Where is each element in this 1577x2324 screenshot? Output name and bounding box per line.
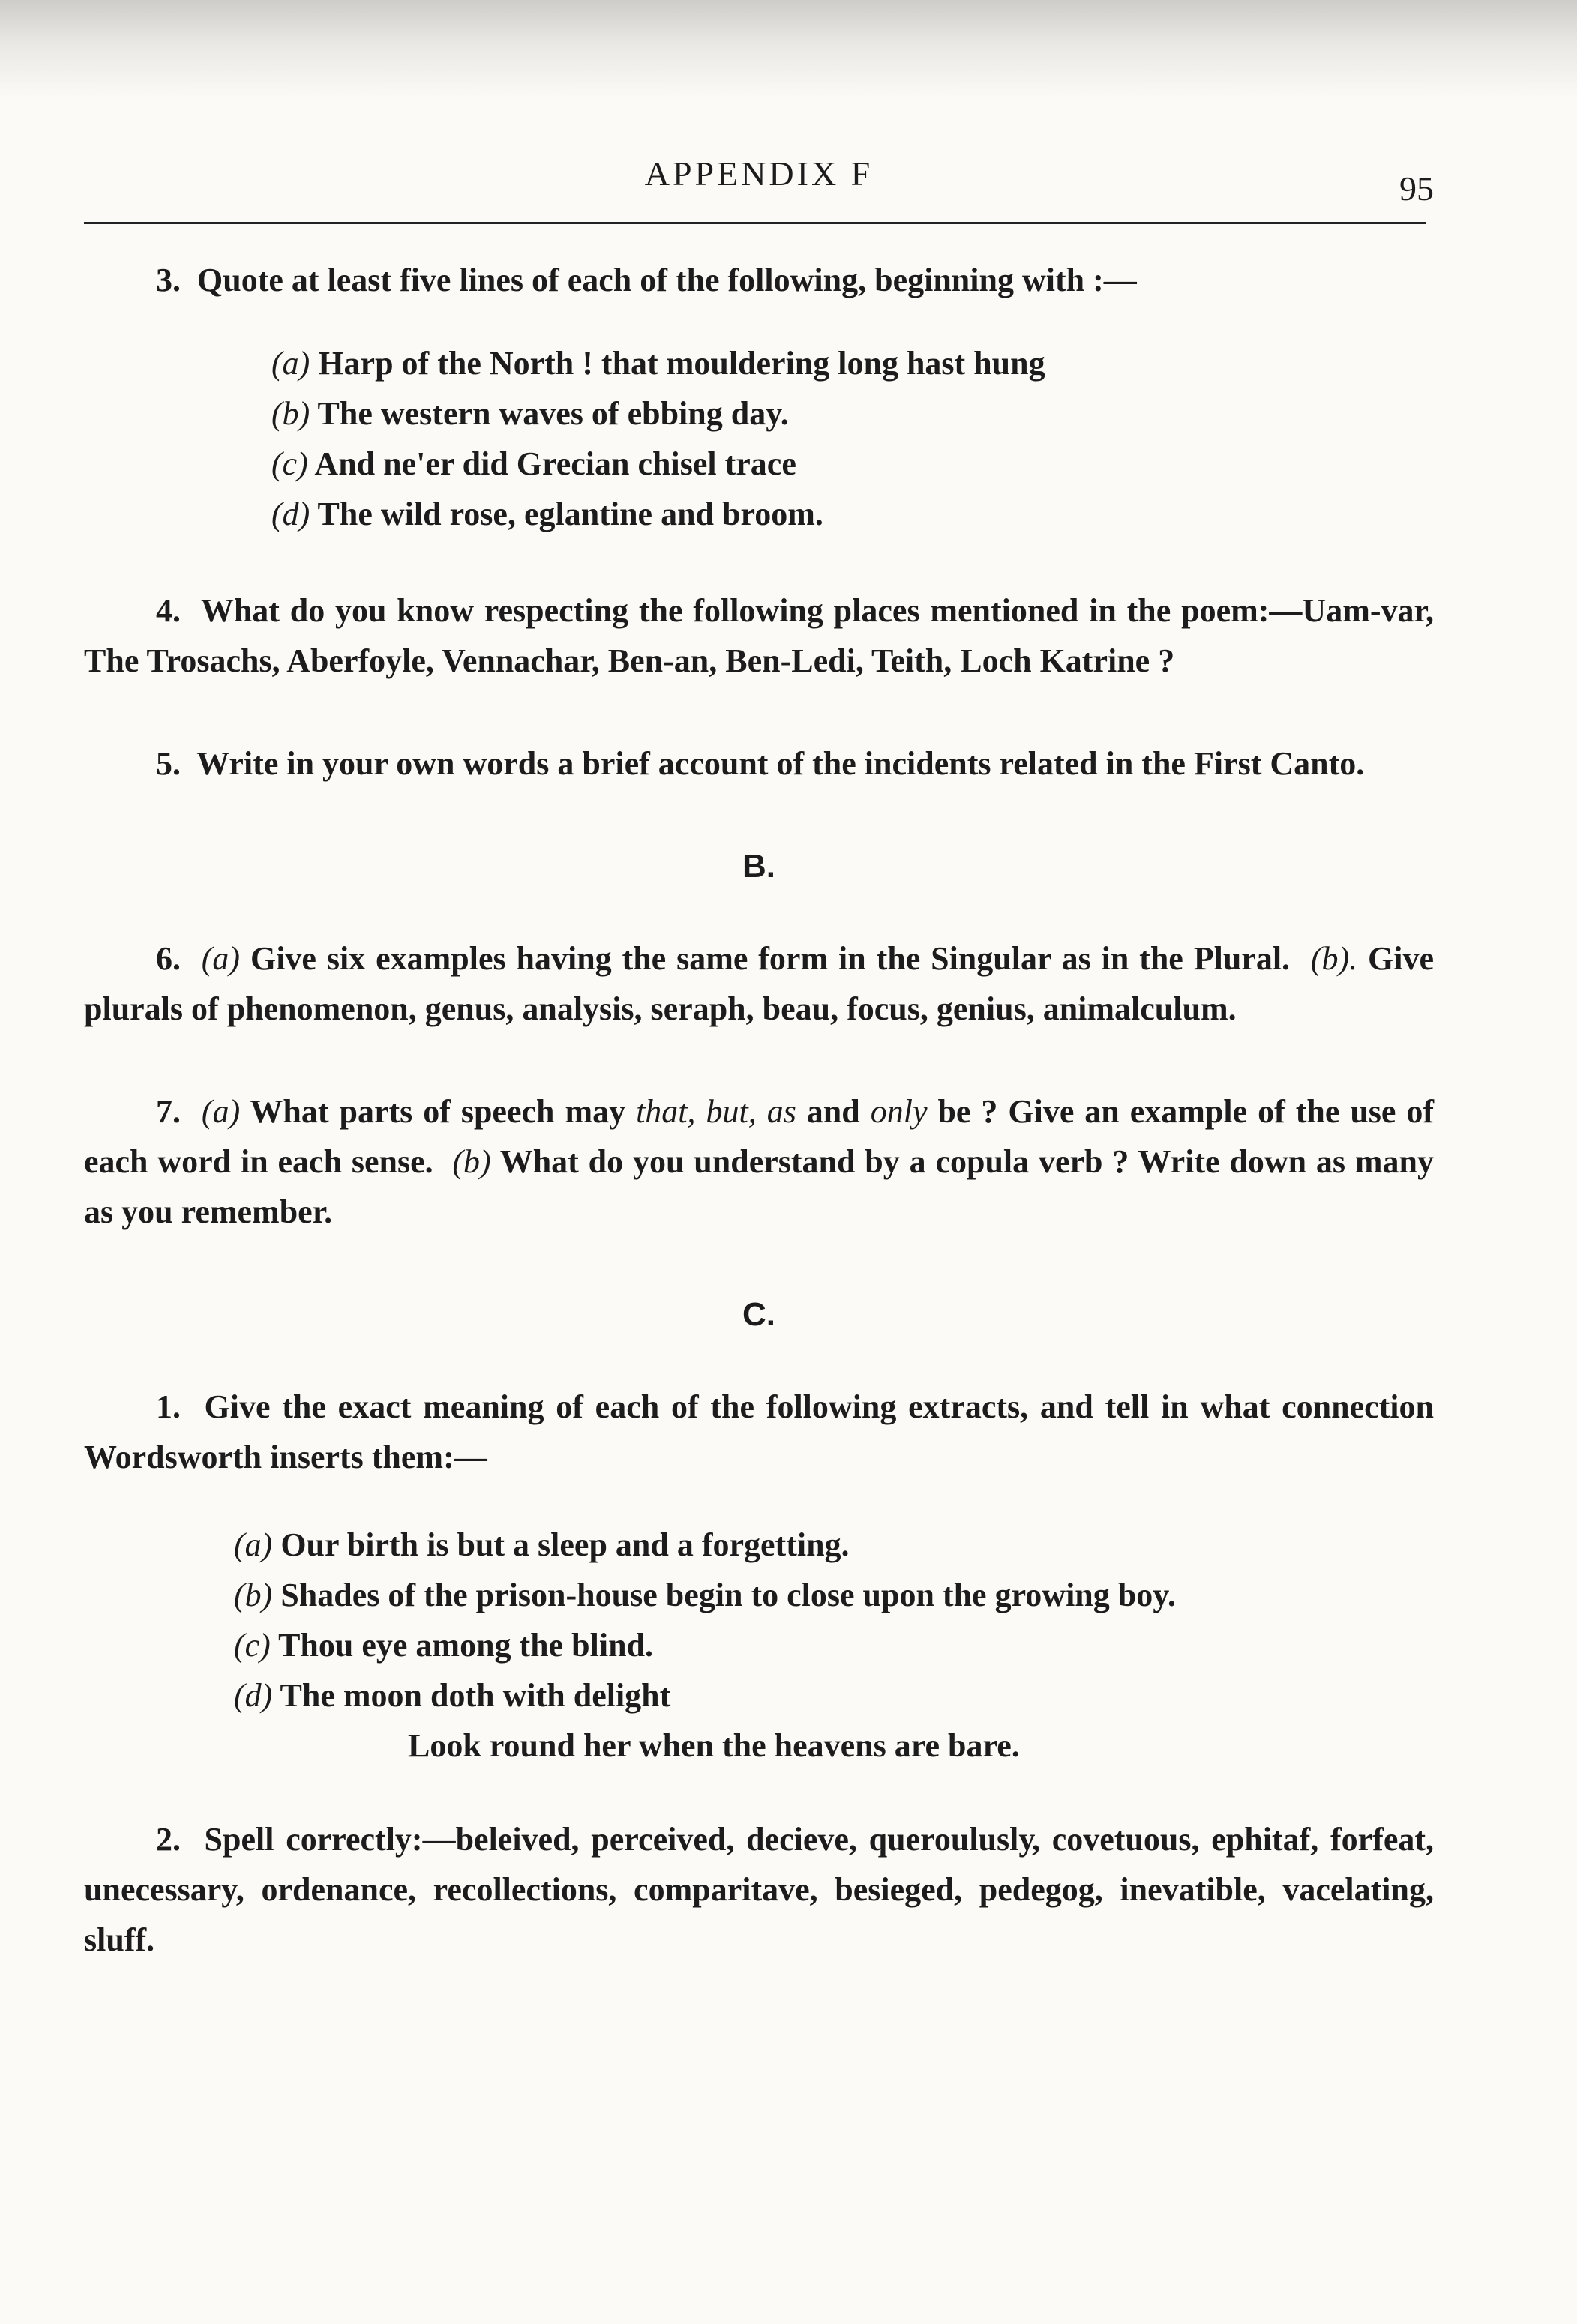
list-item bbox=[234, 1620, 1434, 1670]
list-item bbox=[271, 388, 1434, 439]
running-head: APPENDIX F bbox=[644, 154, 874, 193]
list-item bbox=[234, 1570, 1434, 1620]
question-text: Write in your own words a brief account of the incidents related in the First Canto. bbox=[196, 745, 1365, 782]
part-label: (a) bbox=[201, 940, 241, 977]
question-text: What do you know respecting the following places mentioned in the poem:—Uam-var, The Trosachs, Aberfoyle, Vennachar, Ben-an, Ben-Ledi, Teith, Loch Katrine ? bbox=[84, 592, 1434, 679]
item-text: And ne'er did Grecian chisel trace bbox=[314, 445, 796, 482]
question-number: 5. bbox=[156, 745, 181, 782]
item-text: Shades of the prison-house begin to close upon the growing boy. bbox=[280, 1577, 1176, 1613]
item-label: (d) bbox=[234, 1677, 273, 1714]
italic-word: only bbox=[870, 1093, 928, 1130]
item-label: (b) bbox=[234, 1577, 273, 1613]
question-number: 7. bbox=[156, 1093, 181, 1130]
list-item bbox=[234, 1520, 1434, 1570]
question-number: 2. bbox=[156, 1821, 181, 1858]
question-c1 bbox=[84, 1382, 1434, 1482]
item-text: Our birth is but a sleep and a forgetting. bbox=[280, 1526, 850, 1563]
header-rule bbox=[84, 222, 1426, 224]
part-label: (a) bbox=[201, 1093, 241, 1130]
quote-list bbox=[84, 338, 1434, 539]
item-label: (c) bbox=[271, 445, 308, 482]
question-text: Give the exact meaning of each of the following extracts, and tell in what connection Wordsworth inserts them:— bbox=[84, 1388, 1435, 1475]
question-3 bbox=[84, 255, 1434, 305]
question-number: 1. bbox=[156, 1388, 181, 1425]
question-5 bbox=[84, 738, 1434, 789]
list-item-continuation: Look round her when the heavens are bare. bbox=[408, 1727, 1020, 1764]
question-number: 6. bbox=[156, 940, 181, 977]
part-text: Give six examples having the same form in the Singular as in the Plural. bbox=[250, 940, 1291, 977]
part-text: Give plurals of phenomenon, genus, analysis, seraph, beau, focus, genius, animalculum. bbox=[84, 940, 1435, 1027]
list-item bbox=[271, 338, 1434, 388]
question-text: Spell correctly:—beleived, perceived, decieve, querouluslу, covetuous, ephitaf, forfeat, unecessary, ordenance, recollections, comparitave, besieged, pedegog, inevatible, vacelating, sluff. bbox=[84, 1821, 1435, 1958]
item-text: The wild rose, eglantine and broom. bbox=[317, 496, 823, 532]
item-label: (a) bbox=[234, 1526, 273, 1563]
page-body bbox=[84, 255, 1434, 2017]
part-label: (b). bbox=[1310, 940, 1358, 977]
part-text: What parts of speech may bbox=[250, 1093, 626, 1130]
page-header bbox=[84, 154, 1434, 208]
question-c2 bbox=[84, 1814, 1434, 1965]
item-text: The moon doth with delight bbox=[280, 1677, 671, 1714]
question-number: 3. bbox=[156, 262, 181, 298]
item-text: Harp of the North ! that mouldering long hast hung bbox=[318, 345, 1045, 382]
italic-word: as bbox=[766, 1093, 796, 1130]
list-item bbox=[234, 1670, 1434, 1721]
question-number: 4. bbox=[156, 592, 181, 629]
section-heading-b: B. bbox=[742, 848, 775, 885]
item-label: (a) bbox=[271, 345, 310, 382]
item-label: (b) bbox=[271, 395, 310, 432]
italic-word: but, bbox=[706, 1093, 757, 1130]
item-label: (c) bbox=[234, 1627, 271, 1664]
scanned-edge-smudge bbox=[0, 0, 1577, 97]
part-text: and bbox=[806, 1093, 860, 1130]
question-7 bbox=[84, 1086, 1434, 1237]
question-text: Quote at least five lines of each of the following, beginning with :— bbox=[197, 262, 1137, 298]
item-text: Thou eye among the blind. bbox=[278, 1627, 654, 1664]
page-number: 95 bbox=[1399, 169, 1434, 208]
item-text: The western waves of ebbing day. bbox=[317, 395, 789, 432]
part-text: be ? Give an example of the use of each word in each sense. bbox=[84, 1093, 1435, 1180]
list-item bbox=[271, 439, 1434, 489]
question-4 bbox=[84, 585, 1434, 686]
section-heading-c: C. bbox=[742, 1296, 775, 1333]
part-text: What do you understand by a copula verb ? Write down as many as you remember. bbox=[84, 1143, 1434, 1230]
list-item bbox=[271, 489, 1434, 539]
question-6 bbox=[84, 933, 1434, 1034]
item-label: (d) bbox=[271, 496, 310, 532]
part-label: (b) bbox=[452, 1143, 491, 1180]
extract-list bbox=[84, 1520, 1434, 1771]
italic-word: that, bbox=[636, 1093, 696, 1130]
